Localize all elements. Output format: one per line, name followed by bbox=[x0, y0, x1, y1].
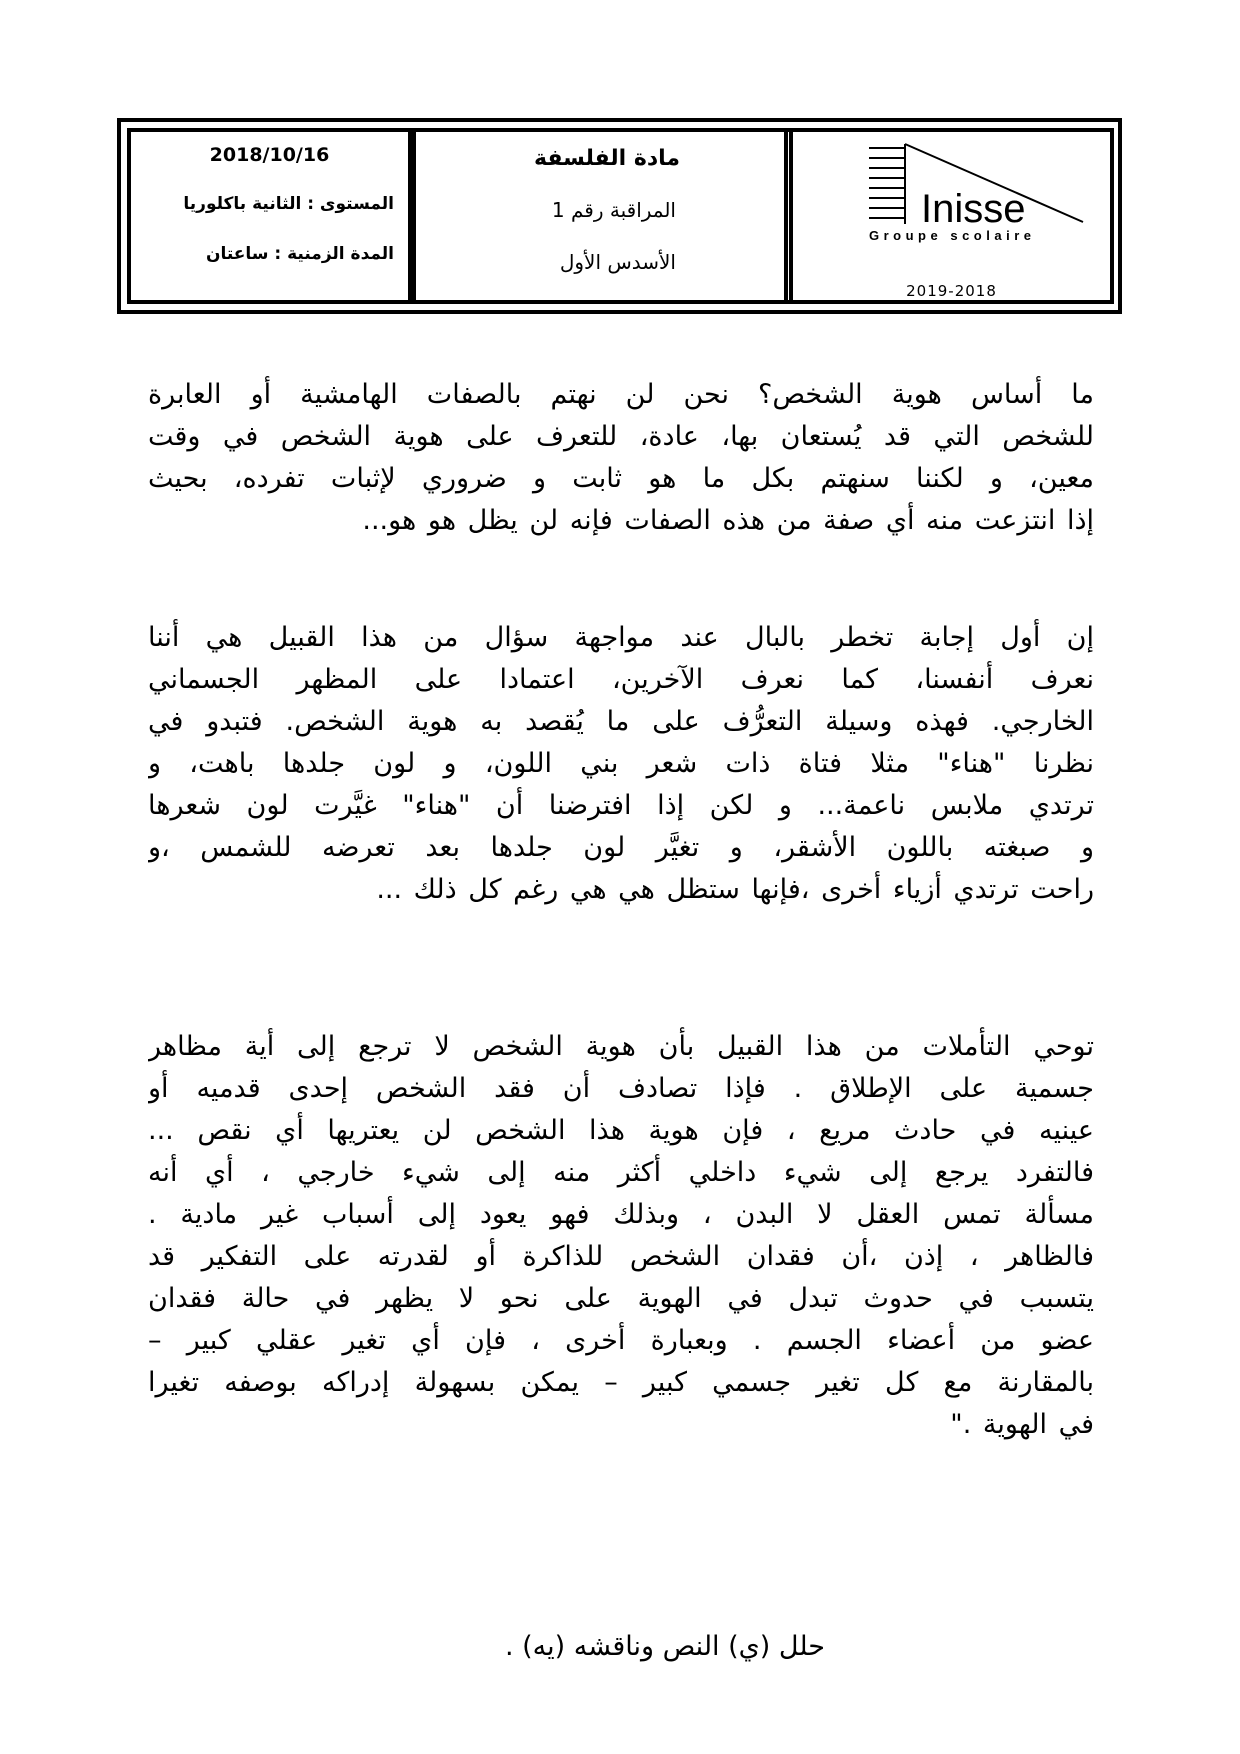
text-line: و صبغته باللون الأشقر، و تغيَّر لون جلدها بعد تعرضه للشمس ،و bbox=[148, 832, 1094, 863]
exam-subject-frame bbox=[412, 128, 788, 304]
school-year: 2019-2018 bbox=[906, 282, 997, 300]
text-line: معين، و لكننا سنهتم بكل ما هو ثابت و ضروري لإثبات تفرده، بحيث bbox=[148, 463, 1094, 494]
subject-title: مادة الفلسفة bbox=[534, 146, 680, 171]
text-line: ما أساس هوية الشخص؟ نحن لن نهتم بالصفات الهامشية أو العابرة bbox=[148, 379, 1094, 410]
text-line: يتسبب في حدوث تبدل في الهوية على نحو لا يظهر في حالة فقدان bbox=[148, 1283, 1094, 1314]
text-line: إن أول إجابة تخطر بالبال عند مواجهة سؤال من هذا القبيل هي أننا bbox=[148, 622, 1094, 653]
text-line: عينيه في حادث مريع ، فإن هوية هذا الشخص لن يعتريها أي نقص ... bbox=[148, 1115, 1094, 1146]
exam-question: حلل (ي) النص وناقشه (يه) . bbox=[504, 1631, 825, 1662]
text-line: ترتدي ملابس ناعمة... و لكن إذا افترضنا أن "هناء" غيَّرت لون شعرها bbox=[148, 790, 1094, 821]
exam-subject-cell bbox=[406, 128, 788, 304]
exam-number: المراقبة رقم 1 bbox=[551, 198, 676, 222]
paragraph-3 bbox=[148, 1026, 1094, 1446]
staircase-triangle-logo-icon bbox=[847, 136, 1097, 256]
logo-wordmark: Inisse bbox=[921, 187, 1026, 231]
logo-subtitle: Groupe scolaire bbox=[869, 228, 1036, 243]
text-line: فالظاهر ، إذن ،أن فقدان الشخص للذاكرة أو لقدرته على التفكير قد bbox=[148, 1241, 1094, 1272]
text-line: للشخص التي قد يُستعان بها، عادة، للتعرف على هوية الشخص في وقت bbox=[148, 421, 1094, 452]
text-line: نعرف أنفسنا، كما نعرف الآخرين، اعتمادا على المظهر الجسماني bbox=[148, 664, 1094, 695]
paragraph-1 bbox=[148, 374, 1094, 542]
text-line: توحي التأملات من هذا القبيل بأن هوية الشخص لا ترجع إلى أية مظاهر bbox=[148, 1031, 1094, 1062]
text-line: عضو من أعضاء الجسم . وبعبارة أخرى ، فإن أي تغير عقلي كبير – bbox=[148, 1325, 1094, 1356]
text-line: فالتفرد يرجع إلى شيء داخلي أكثر منه إلى شيء خارجي ، أي أنه bbox=[148, 1157, 1094, 1188]
exam-duration: المدة الزمنية : ساعتان bbox=[205, 244, 394, 264]
text-line: جسمية على الإطلاق . فإذا تصادف أن فقد الشخص إحدى قدميه أو bbox=[148, 1073, 1094, 1104]
text-line: إذا انتزعت منه أي صفة من هذه الصفات فإنه لن يظل هو هو... bbox=[362, 505, 1094, 536]
text-line: بالمقارنة مع كل تغير جسمي كبير – يمكن بسهولة إدراكه بوصفه تغيرا bbox=[148, 1367, 1094, 1398]
exam-semester: الأسدس الأول bbox=[559, 250, 676, 274]
school-logo-cell bbox=[783, 128, 1114, 304]
text-line: الخارجي. فهذه وسيلة التعرُّف على ما يُقصد به هوية الشخص. فتبدو في bbox=[148, 706, 1094, 737]
school-logo bbox=[847, 136, 1097, 256]
exam-level: المستوى : الثانية باكلوريا bbox=[183, 194, 394, 214]
exam-header bbox=[117, 118, 1122, 314]
exam-info-cell bbox=[127, 128, 412, 304]
text-line: راحت ترتدي أزياء أخرى ،فإنها ستظل هي هي رغم كل ذلك ... bbox=[376, 874, 1094, 905]
text-line: مسألة تمس العقل لا البدن ، وبذلك فهو يعود إلى أسباب غير مادية . bbox=[148, 1199, 1094, 1230]
exam-date: 2018/10/16 bbox=[209, 144, 330, 166]
text-line: في الهوية ." bbox=[950, 1409, 1094, 1440]
school-logo-frame bbox=[789, 128, 1114, 304]
paragraph-2 bbox=[148, 617, 1094, 911]
text-line: نظرنا "هناء" مثلا فتاة ذات شعر بني اللون، و لون جلدها باهت، و bbox=[148, 748, 1094, 779]
